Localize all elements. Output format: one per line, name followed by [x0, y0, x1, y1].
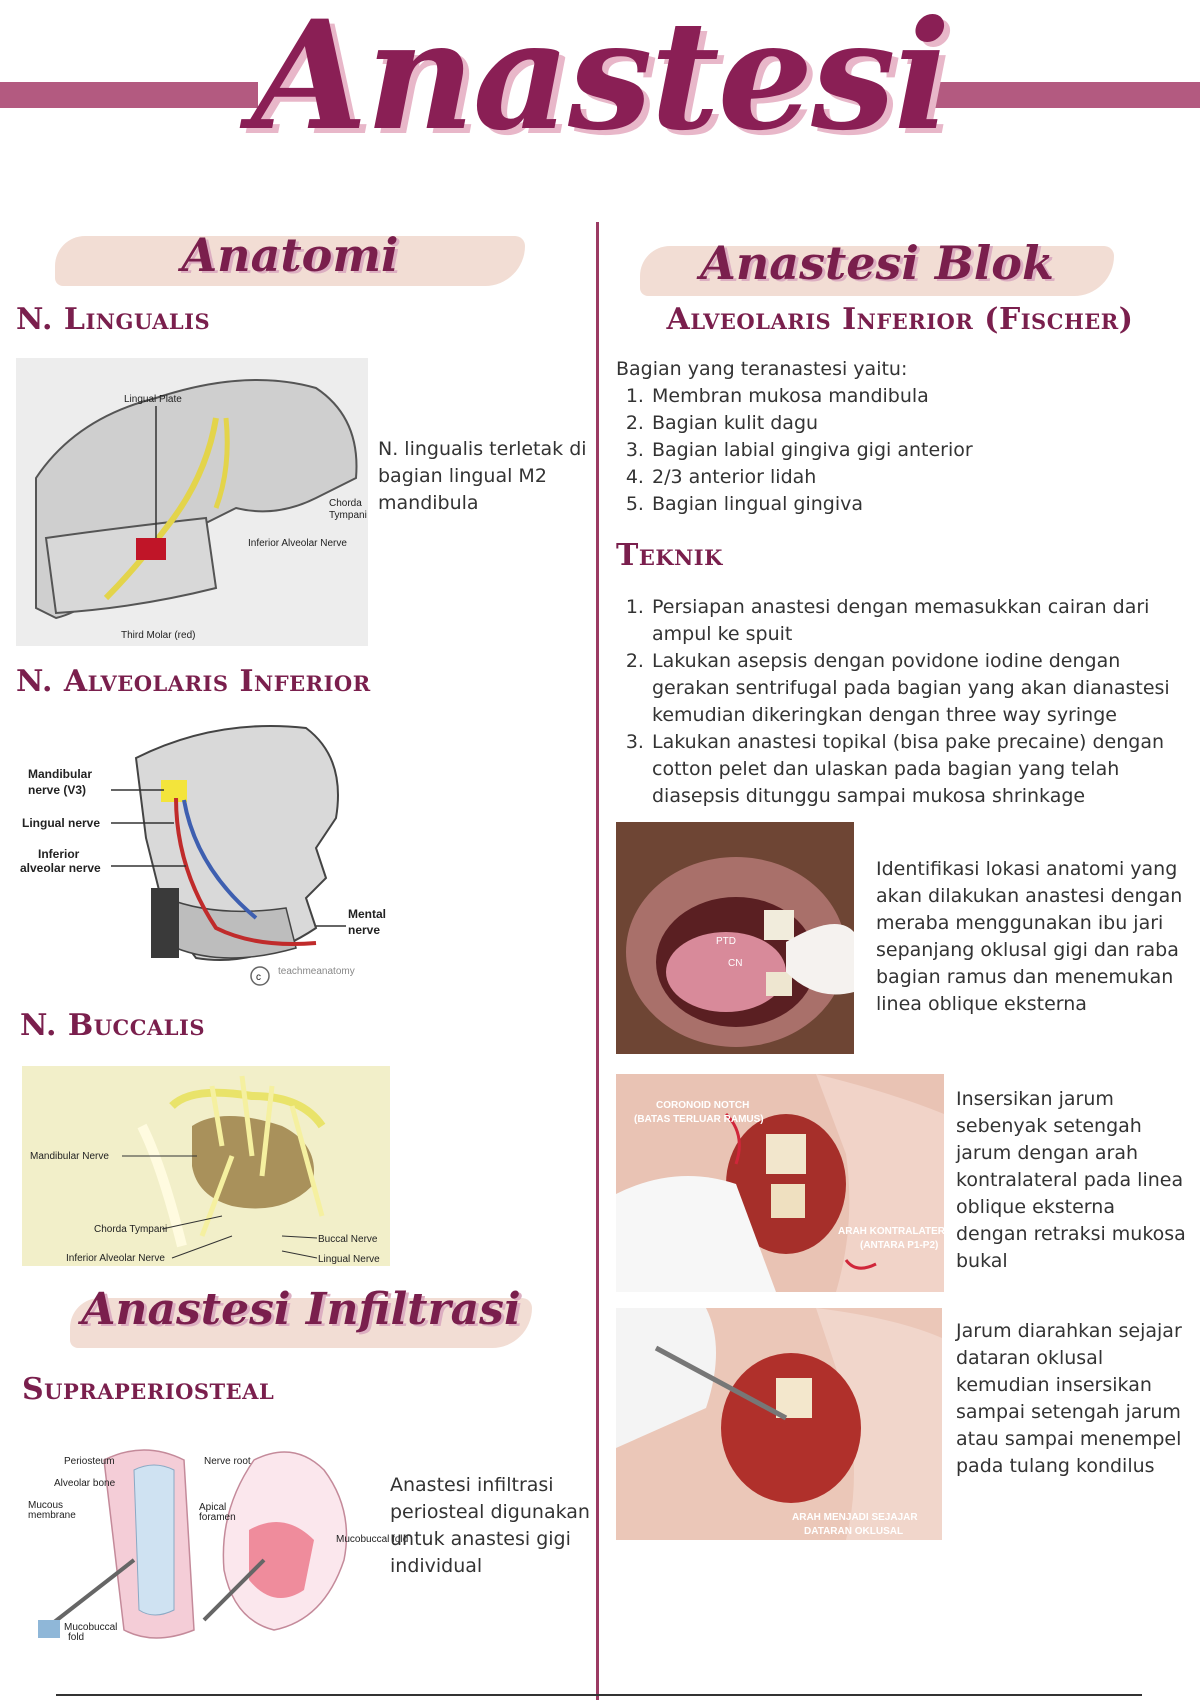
- area-item: 1. Membran mukosa mandibula: [650, 383, 1176, 410]
- column-divider: [596, 222, 599, 1700]
- supraperiosteal-text: Anastesi infiltrasi periosteal digunakan untuk anastesi gigi individual: [390, 1474, 590, 1577]
- buccalis-heading: N. Buccalis: [20, 1008, 206, 1043]
- photo-insersi: [616, 1074, 959, 1292]
- svg-text:Buccal Nerve: Buccal Nerve: [318, 1234, 378, 1245]
- svg-text:Mucous: Mucous: [28, 1500, 64, 1511]
- svg-text:Mandibular: Mandibular: [28, 767, 93, 781]
- svg-text:CN: CN: [728, 958, 743, 969]
- areas-intro: Bagian yang teranastesi yaitu:: [616, 358, 908, 380]
- photo2-text: Insersikan jarum sebenyak setengah jarum dengan arah kontralateral pada linea oblique eksterna dengan retraksi mukosa bukal: [956, 1088, 1186, 1272]
- bottom-rule: [56, 1694, 1142, 1696]
- photo3-text: Jarum diarahkan sejajar dataran oklusal kemudian insersikan sampai setengah jarum atau sampai menempel pada tulang kondilus: [956, 1320, 1182, 1477]
- svg-text:foramen: foramen: [199, 1512, 236, 1523]
- area-item: 4. 2/3 anterior lidah: [650, 464, 1176, 491]
- lingualis-figure: [16, 358, 368, 646]
- svg-text:PTD: PTD: [716, 936, 736, 947]
- steps-block: [616, 594, 1176, 810]
- areas-list: [616, 383, 1176, 518]
- anatomi-heading: Anatomi: [181, 228, 399, 282]
- blok-subheading: Alveolaris Inferior (Fischer): [666, 302, 1134, 337]
- svg-text:Third Molar (red): Third Molar (red): [121, 630, 196, 641]
- svg-text:Inferior Alveolar Nerve: Inferior Alveolar Nerve: [248, 538, 347, 549]
- svg-text:Inferior: Inferior: [38, 847, 80, 861]
- step-item: 3. Lakukan anastesi topikal (bisa pake precaine) dengan cotton pelet dan ulaskan pada bagian yang telah diasepsis ditunggu sampai mukosa shrinkage: [650, 729, 1176, 810]
- svg-text:Mucobuccal fold: Mucobuccal fold: [336, 1534, 409, 1545]
- svg-text:Lingual nerve: Lingual nerve: [22, 816, 101, 830]
- teknik-heading: Teknik: [616, 538, 723, 573]
- lingualis-heading: N. Lingualis: [16, 302, 211, 337]
- areas-block: [616, 356, 1176, 518]
- svg-text:nerve: nerve: [348, 923, 381, 937]
- blok-heading: Anastesi Blok: [700, 236, 1054, 290]
- step-item: 1. Persiapan anastesi dengan memasukkan cairan dari ampul ke spuit: [650, 594, 1176, 648]
- supraperiosteal-figure: [24, 1440, 409, 1646]
- svg-text:Inferior Alveolar Nerve: Inferior Alveolar Nerve: [66, 1253, 165, 1264]
- svg-text:Lingual Plate: Lingual Plate: [124, 394, 182, 405]
- svg-text:DATARAN OKLUSAL: DATARAN OKLUSAL: [804, 1526, 904, 1537]
- svg-text:Lingual Nerve: Lingual Nerve: [318, 1254, 380, 1265]
- buccalis-figure: [22, 1066, 390, 1266]
- svg-text:ARAH KONTRALATERAL: ARAH KONTRALATERAL: [838, 1226, 959, 1237]
- svg-text:Apical: Apical: [199, 1502, 227, 1513]
- svg-text:alveolar nerve: alveolar nerve: [20, 861, 101, 875]
- alveolaris-figure: [16, 718, 406, 988]
- svg-text:nerve (V3): nerve (V3): [28, 783, 87, 797]
- alveolaris-heading: N. Alveolaris Inferior: [16, 664, 371, 699]
- svg-text:Mucobuccal: Mucobuccal: [64, 1622, 118, 1633]
- area-item: 5. Bagian lingual gingiva: [650, 491, 1176, 518]
- svg-text:Periosteum: Periosteum: [64, 1456, 115, 1467]
- page-title: Anastesi: [251, 0, 949, 164]
- svg-text:CORONOID NOTCH: CORONOID NOTCH: [656, 1100, 750, 1111]
- svg-text:Mandibular Nerve: Mandibular Nerve: [30, 1151, 109, 1162]
- svg-text:Nerve root: Nerve root: [204, 1456, 251, 1467]
- photo1-text: Identifikasi lokasi anatomi yang akan dilakukan anastesi dengan meraba menggunakan ibu jari sepanjang oklusal gigi dan raba bagian ramus dan menemukan linea oblique eksterna: [876, 858, 1183, 1015]
- lingualis-text: N. lingualis terletak di bagian lingual M2 mandibula: [378, 438, 587, 514]
- svg-text:c: c: [256, 972, 261, 983]
- infiltrasi-heading: Anastesi Infiltrasi: [81, 1284, 521, 1335]
- svg-text:ARAH MENJADI SEJAJAR: ARAH MENJADI SEJAJAR: [792, 1512, 918, 1523]
- area-item: 2. Bagian kulit dagu: [650, 410, 1176, 437]
- svg-text:Chorda Tympani: Chorda Tympani: [94, 1224, 168, 1235]
- photo-sejajar: [616, 1308, 942, 1540]
- supraperiosteal-heading: Supraperiosteal: [22, 1372, 275, 1407]
- svg-text:Mental: Mental: [348, 907, 387, 921]
- photo-identifikasi: [616, 822, 854, 1054]
- area-item: 3. Bagian labial gingiva gigi anterior: [650, 437, 1176, 464]
- svg-text:Chorda: Chorda: [329, 498, 362, 509]
- svg-text:(BATAS TERLUAR RAMUS): (BATAS TERLUAR RAMUS): [634, 1114, 764, 1125]
- svg-text:Tympani: Tympani: [329, 510, 367, 521]
- svg-text:(ANTARA P1-P2): (ANTARA P1-P2): [860, 1240, 939, 1251]
- svg-text:fold: fold: [68, 1632, 85, 1643]
- steps-list: [616, 594, 1176, 810]
- svg-text:Alveolar bone: Alveolar bone: [54, 1478, 116, 1489]
- svg-text:membrane: membrane: [28, 1510, 76, 1521]
- step-item: 2. Lakukan asepsis dengan povidone iodine dengan gerakan sentrifugal pada bagian yang akan dianastesi kemudian dikeringkan dengan three way syringe: [650, 648, 1176, 729]
- svg-text:teachmeanatomy: teachmeanatomy: [278, 966, 355, 977]
